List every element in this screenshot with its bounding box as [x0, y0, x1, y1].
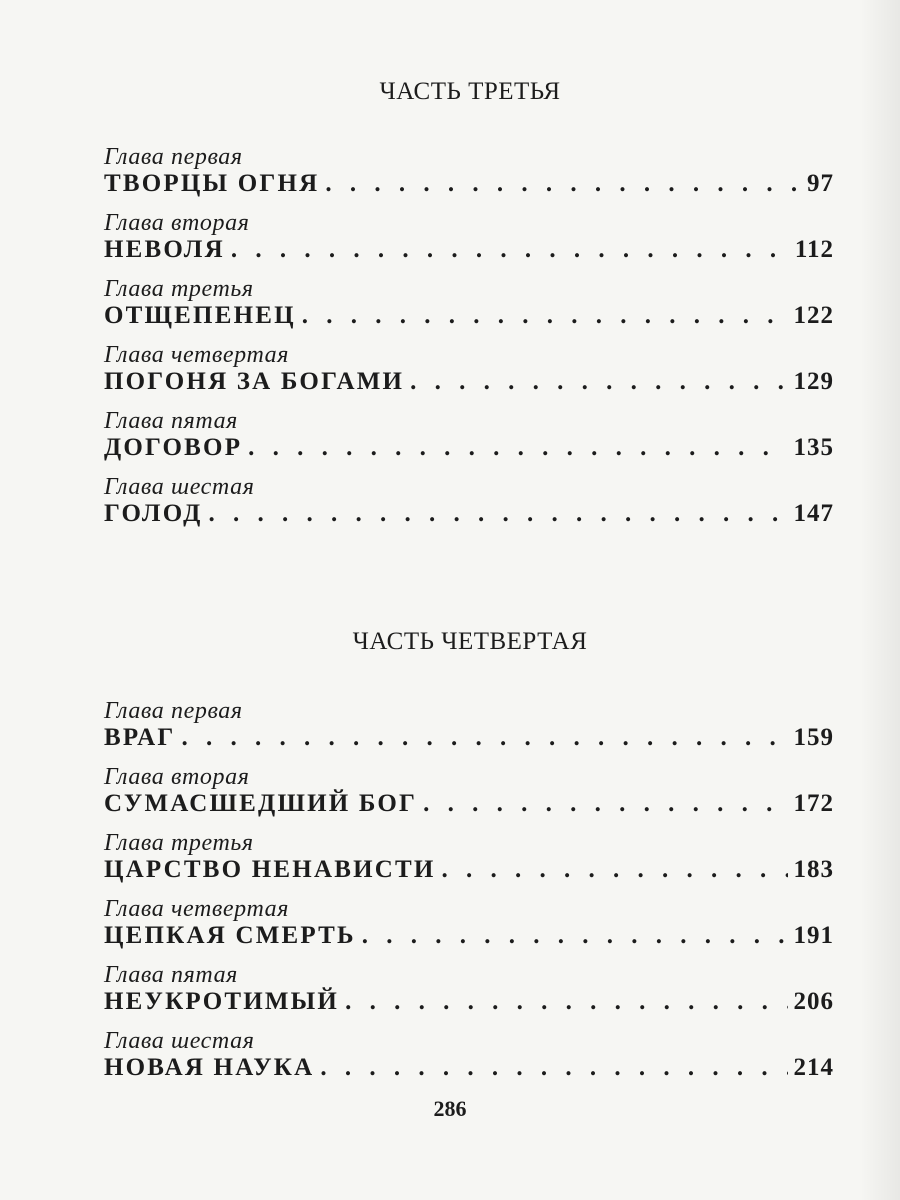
- chapter-title: ДОГОВОР: [104, 434, 243, 461]
- chapter-title: ПОГОНЯ ЗА БОГАМИ: [104, 368, 405, 395]
- chapter-title: СУМАСШЕДШИЙ БОГ: [104, 790, 418, 817]
- chapter-page-number: 147: [793, 500, 834, 527]
- toc-entry: [104, 892, 834, 958]
- part-four-toc: [104, 694, 834, 1090]
- part-three-toc: [104, 140, 834, 536]
- dot-leader: [362, 922, 788, 950]
- chapter-line: [104, 724, 834, 752]
- chapter-title: ГОЛОД: [104, 500, 203, 527]
- chapter-title: ОТЩЕПЕНЕЦ: [104, 302, 296, 329]
- toc-entry: [104, 140, 834, 206]
- chapter-label: Глава вторая: [104, 764, 250, 790]
- toc-entry: [104, 338, 834, 404]
- chapter-label: Глава третья: [104, 276, 254, 302]
- chapter-page-number: 97: [807, 170, 834, 197]
- dot-leader: [209, 500, 788, 528]
- toc-entry: [104, 272, 834, 338]
- chapter-line: [104, 302, 834, 330]
- chapter-page-number: 206: [793, 988, 834, 1015]
- chapter-line: [104, 790, 834, 818]
- dot-leader: [320, 1054, 787, 1082]
- dot-leader: [302, 302, 788, 330]
- chapter-line: [104, 500, 834, 528]
- chapter-label: Глава пятая: [104, 408, 238, 434]
- chapter-label: Глава четвертая: [104, 896, 290, 922]
- chapter-page-number: 191: [793, 922, 834, 949]
- chapter-page-number: 112: [794, 236, 834, 263]
- dot-leader: [231, 236, 789, 264]
- chapter-line: [104, 170, 834, 198]
- chapter-label: Глава третья: [104, 830, 254, 856]
- chapter-label: Глава четвертая: [104, 342, 290, 368]
- chapter-title: ВРАГ: [104, 724, 176, 751]
- chapter-page-number: 135: [793, 434, 834, 461]
- chapter-page-number: 159: [793, 724, 834, 751]
- page-number: 286: [433, 1096, 467, 1121]
- toc-entry: [104, 760, 834, 826]
- chapter-line: [104, 922, 834, 950]
- chapter-label: Глава шестая: [104, 1028, 255, 1054]
- chapter-line: [104, 368, 834, 396]
- toc-entry: [104, 206, 834, 272]
- part-four-title: ЧАСТЬ ЧЕТВЕРТАЯ: [352, 628, 588, 655]
- chapter-label: Глава пятая: [104, 962, 238, 988]
- chapter-line: [104, 856, 834, 884]
- chapter-label: Глава вторая: [104, 210, 250, 236]
- chapter-title: НОВАЯ НАУКА: [104, 1054, 315, 1081]
- chapter-line: [104, 434, 834, 462]
- chapter-title: ТВОРЦЫ ОГНЯ: [104, 170, 320, 197]
- chapter-title: НЕУКРОТИМЫЙ: [104, 988, 340, 1015]
- dot-leader: [442, 856, 788, 884]
- chapter-line: [104, 236, 834, 264]
- toc-entry: [104, 470, 834, 536]
- toc-entry: [104, 826, 834, 892]
- chapter-title: НЕВОЛЯ: [104, 236, 225, 263]
- chapter-title: ЦАРСТВО НЕНАВИСТИ: [104, 856, 436, 883]
- chapter-page-number: 129: [793, 368, 834, 395]
- dot-leader: [345, 988, 787, 1016]
- toc-entry: [104, 694, 834, 760]
- chapter-label: Глава первая: [104, 144, 243, 170]
- chapter-line: [104, 988, 834, 1016]
- chapter-title: ЦЕПКАЯ СМЕРТЬ: [104, 922, 356, 949]
- toc-entry: [104, 404, 834, 470]
- page-edge-shadow: [860, 0, 900, 1200]
- dot-leader: [410, 368, 787, 396]
- chapter-label: Глава первая: [104, 698, 243, 724]
- chapter-page-number: 214: [793, 1054, 834, 1081]
- toc-entry: [104, 958, 834, 1024]
- chapter-line: [104, 1054, 834, 1082]
- dot-leader: [325, 170, 801, 198]
- chapter-page-number: 122: [793, 302, 834, 329]
- chapter-page-number: 172: [793, 790, 834, 817]
- part-three-title: ЧАСТЬ ТРЕТЬЯ: [379, 78, 561, 105]
- chapter-label: Глава шестая: [104, 474, 255, 500]
- chapter-page-number: 183: [793, 856, 834, 883]
- dot-leader: [182, 724, 788, 752]
- dot-leader: [423, 790, 787, 818]
- toc-entry: [104, 1024, 834, 1090]
- dot-leader: [248, 434, 787, 462]
